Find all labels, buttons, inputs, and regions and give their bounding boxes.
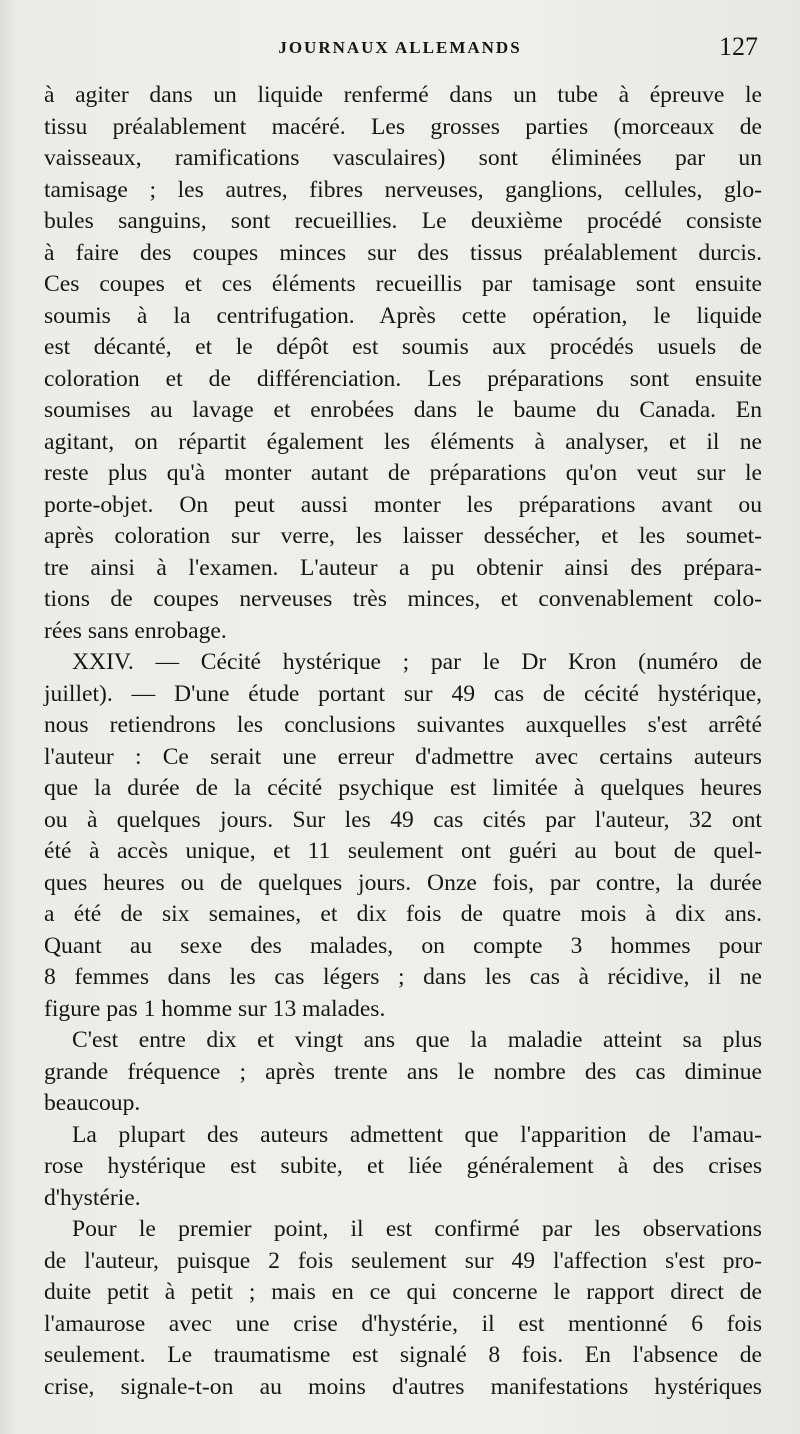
text-line: tissu préalablement macéré. Les grosses parties (morceaux de [44,113,762,140]
text-line: à faire des coupes minces sur des tissus préalablement durcis. [44,239,762,266]
text-line: reste plus qu'à monter autant de préparations qu'on veut sur le [44,460,762,486]
text-line: l'auteur : Ce serait une erreur d'admettre avec certains auteurs [44,743,762,770]
text-line: grande fréquence ; après trente ans le nombre des cas diminue [44,1058,762,1085]
text-line: Pour le premier point, il est confirmé par les observations [72,1216,762,1242]
text-line: Quant au sexe des malades, on compte 3 hommes pour [44,932,762,959]
text-line: nous retiendrons les conclusions suivantes auxquelles s'est arrêté [44,712,762,738]
text-line: 8 femmes dans les cas légers ; dans les cas à récidive, il ne [44,964,762,990]
text-line: à agiter dans un liquide renfermé dans un tube à épreuve le [44,82,762,108]
text-line: soumis à la centrifugation. Après cette opération, le liquide [44,302,762,329]
text-line: a été de six semaines, et dix fois de quatre mois à dix ans. [44,901,762,927]
text-line: beaucoup. [44,1090,141,1116]
text-line: vaisseaux, ramifications vasculaires) sont éliminées par un [44,145,762,171]
text-line: ou à quelques jours. Sur les 49 cas cités par l'auteur, 32 ont [44,806,762,833]
text-line: C'est entre dix et vingt ans que la maladie atteint sa plus [72,1027,762,1053]
text-line: coloration et de différenciation. Les préparations sont ensuite [44,365,762,392]
running-title: JOURNAUX ALLEMANDS [278,38,522,57]
text-line: ques heures ou de quelques jours. Onze fois, par contre, la durée [44,869,762,896]
text-line: tions de coupes nerveuses très minces, et convenablement colo- [44,586,762,612]
text-line: après coloration sur verre, les laisser dessécher, et les soumet- [44,523,762,549]
text-line: que la durée de la cécité psychique est limitée à quelques heures [44,775,762,801]
text-line: est décanté, et le dépôt est soumis aux procédés usuels de [44,334,762,360]
text-line: seulement. Le traumatisme est signalé 8 fois. En l'absence de [44,1342,762,1368]
text-line: crise, signale-t-on au moins d'autres manifestations hystériques [44,1373,762,1400]
page-header [42,32,758,68]
text-line: bules sanguins, sont recueillies. Le deuxième procédé consiste [44,208,762,234]
text-line: tamisage ; les autres, fibres nerveuses, ganglions, cellules, glo- [44,176,762,203]
text-line: Ces coupes et ces éléments recueillis par tamisage sont ensuite [44,271,762,297]
text-line: porte-objet. On peut aussi monter les préparations avant ou [44,491,762,518]
text-line: tre ainsi à l'examen. L'auteur a pu obtenir ainsi des prépara- [44,554,762,581]
text-line: juillet). — D'une étude portant sur 49 cas de cécité hystérique, [44,680,762,707]
text-line: rose hystérique est subite, et liée généralement à des crises [44,1153,762,1179]
text-line: agitant, on répartit également les éléments à analyser, et il ne [44,428,762,455]
text-line: duite petit à petit ; mais en ce qui concerne le rapport direct de [44,1279,762,1305]
text-line: de l'auteur, puisque 2 fois seulement sur 49 l'affection s'est pro- [44,1247,762,1274]
text-line: d'hystérie. [44,1184,141,1211]
text-line: figure pas 1 homme sur 13 malades. [44,995,386,1022]
text-line: La plupart des auteurs admettent que l'apparition de l'amau- [72,1121,762,1148]
section-heading-line: XXIV. — Cécité hystérique ; par le Dr Kron (numéro de [72,649,762,675]
page-number: 127 [719,32,758,61]
text-line: été à accès unique, et 11 seulement ont guéri au bout de quel- [44,838,762,864]
text-line: rées sans enrobage. [44,617,227,644]
text-body [44,80,762,1403]
text-line: soumises au lavage et enrobées dans le baume du Canada. En [44,397,762,423]
text-line: l'amaurose avec une crise d'hystérie, il est mentionné 6 fois [44,1310,762,1337]
